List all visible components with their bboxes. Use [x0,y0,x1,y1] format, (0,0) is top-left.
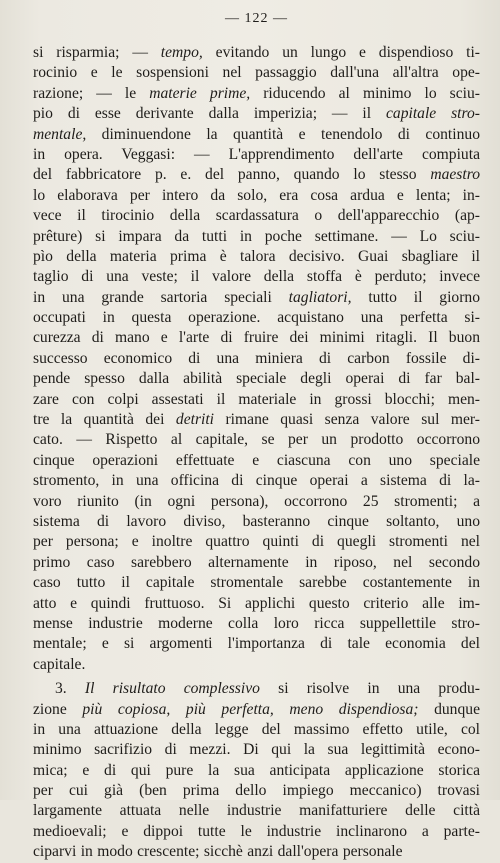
italic-text: più copiosa, più perfetta, meno dispendiosa; [82,700,419,718]
text-line [33,267,480,287]
text-segment: in opera. Veggasi: — L'apprendimento dell'arte compiuta [33,145,480,163]
text-line [33,206,480,226]
text-segment: voro riunito (in ogni persona), occorrono 25 stromenti; a [33,492,480,510]
text-segment: sistema di lavoro diviso, basteranno cinque soltanto, uno [33,512,480,530]
text-line [33,328,480,348]
text-segment: si risparmia; — [33,44,161,61]
text-segment: cinque operazioni effettuate e ciascuna con uno speciale [33,451,480,469]
text-line [33,125,480,145]
text-segment: tutto il giorno [351,288,480,306]
text-segment: in una attuazione della legge del massimo effetto utile, col [33,720,480,738]
text-segment: pio di esse derivante dalla imperizia; — il [33,105,386,123]
text-segment: primo caso sarebbero alternamente in riposo, nel secondo [33,553,480,571]
text-segment: occupati in questa operazione. acquistano una perfetta si- [33,309,480,327]
italic-text: tempo, [160,44,203,61]
text-line [33,720,480,740]
text-line [33,165,480,185]
text-line [33,740,480,760]
text-line [33,63,480,83]
italic-text: capitale stro- [385,105,480,123]
text-line [33,512,480,532]
italic-text: mentale, [33,125,87,143]
text-segment: per persona; e inoltre quattro quinti di quegli stromenti nel [33,533,480,551]
text-segment: pende spesso dalla abilità speciale degli operai di far bal- [33,370,480,388]
italic-text: materie prime, [149,84,251,102]
text-segment: rimane quasi senza valore sul mer- [214,411,480,429]
text-segment: rocinio e le sospensioni nel passaggio dall'una all'altra ope- [33,64,480,82]
text-line [33,553,480,573]
text-line [33,634,480,654]
text-segment: dunque [418,700,480,718]
text-line [33,532,480,552]
text-segment: minimo sacrifizio di mezzi. Di qui la sua legittimità econo- [33,741,480,759]
text-line [33,679,480,699]
text-line [33,43,480,63]
text-line [33,822,480,842]
text-line [33,761,480,781]
text-segment: taglio di una veste; il valore della stoffa è perduto; invece [33,268,480,286]
text-segment: diminuendone la quantità e tenendolo di continuo [86,125,480,143]
text-line [33,781,480,801]
text-line [33,410,480,430]
text-line [33,594,480,614]
text-line [33,451,480,471]
page-number: — 122 — [225,11,288,26]
italic-text: Il risultato complessivo [84,680,260,698]
text-segment: riducendo al minimo lo sciu- [250,84,480,102]
text-line [33,390,480,410]
paragraph-2 [33,679,480,863]
text-segment: zione [33,700,83,718]
text-segment: atto e quindi fruttuoso. Si applichi questo criterio alle im- [33,594,480,612]
text-segment: caso tutto il capitale stromentale sarebbe costantemente in [33,574,480,592]
text-segment: razione; — le [33,84,150,102]
text-line [33,84,480,104]
text-segment: si risolve in una produ- [259,680,480,698]
italic-text: detriti [175,411,215,429]
text-segment: prêture) si impara da tutti in poche settimane. — Lo sciu- [33,227,480,245]
text-line [33,801,480,821]
text-line [33,655,480,675]
text-line [33,842,480,862]
text-line [33,430,480,450]
text-segment: in una grande sartoria speciali [33,288,289,306]
text-line [33,492,480,512]
text-segment: del fabbricatore p. e. del panno, quando lo stesso [33,166,431,184]
text-segment: mica; e di qui pure la sua anticipata applicazione storica [33,761,480,779]
text-segment: curezza di mano e l'arte di fruire dei minimi ritagli. Il buon [33,329,480,347]
text-line [33,614,480,634]
text-line [33,288,480,308]
text-segment: mentale; e si argomenti l'importanza di tale economia del [33,635,480,653]
italic-text: maestro [430,166,480,184]
text-segment: mense industrie moderne colla loro ricca suppellettile stro- [33,614,480,632]
text-line [33,349,480,369]
italic-text: tagliatori, [288,288,352,306]
text-segment: capitale. [33,655,86,673]
text-line [33,471,480,491]
text-segment: medioevali; e dippoi tutte le industrie inclinarono a parte- [33,822,480,840]
text-line [33,227,480,247]
text-segment: evitando un lungo e dispendioso ti- [202,44,480,61]
text-segment: per cui già (ben prima dello impiego meccanico) trovasi [33,782,480,800]
text-segment: 3. [55,680,85,698]
text-line [33,308,480,328]
text-line [33,186,480,206]
text-segment: largamente attuata nelle industrie manifatturiere delle città [33,802,480,820]
text-line [33,573,480,593]
text-line [33,145,480,165]
text-segment: pìo della materia prima è talora decisivo. Guai sbagliare il [33,247,480,265]
text-segment: tre la quantità dei [33,411,176,429]
text-segment: lo elaborava per intero da solo, era cosa ardua e lenta; in- [33,186,480,204]
text-segment: ciparvi in modo crescente; sicchè anzi dall'opera personale [33,843,403,861]
text-segment: cato. — Rispetto al capitale, se per un prodotto occorrono [33,431,480,449]
text-line [33,369,480,389]
text-segment: vece il tirocinio della scardassatura o dell'apparecchio (ap- [33,207,480,225]
text-line [33,247,480,267]
text-segment: stromento, in una officina di cinque operai a sistema di la- [33,472,480,490]
text-line [33,104,480,124]
text-line [33,700,480,720]
text-segment: successo economico di una miniera di carbon fossile di- [33,349,480,367]
paragraph-1 [33,43,480,675]
text-segment: zare con colpi assestati il materiale in grossi blocchi; men- [33,390,480,408]
